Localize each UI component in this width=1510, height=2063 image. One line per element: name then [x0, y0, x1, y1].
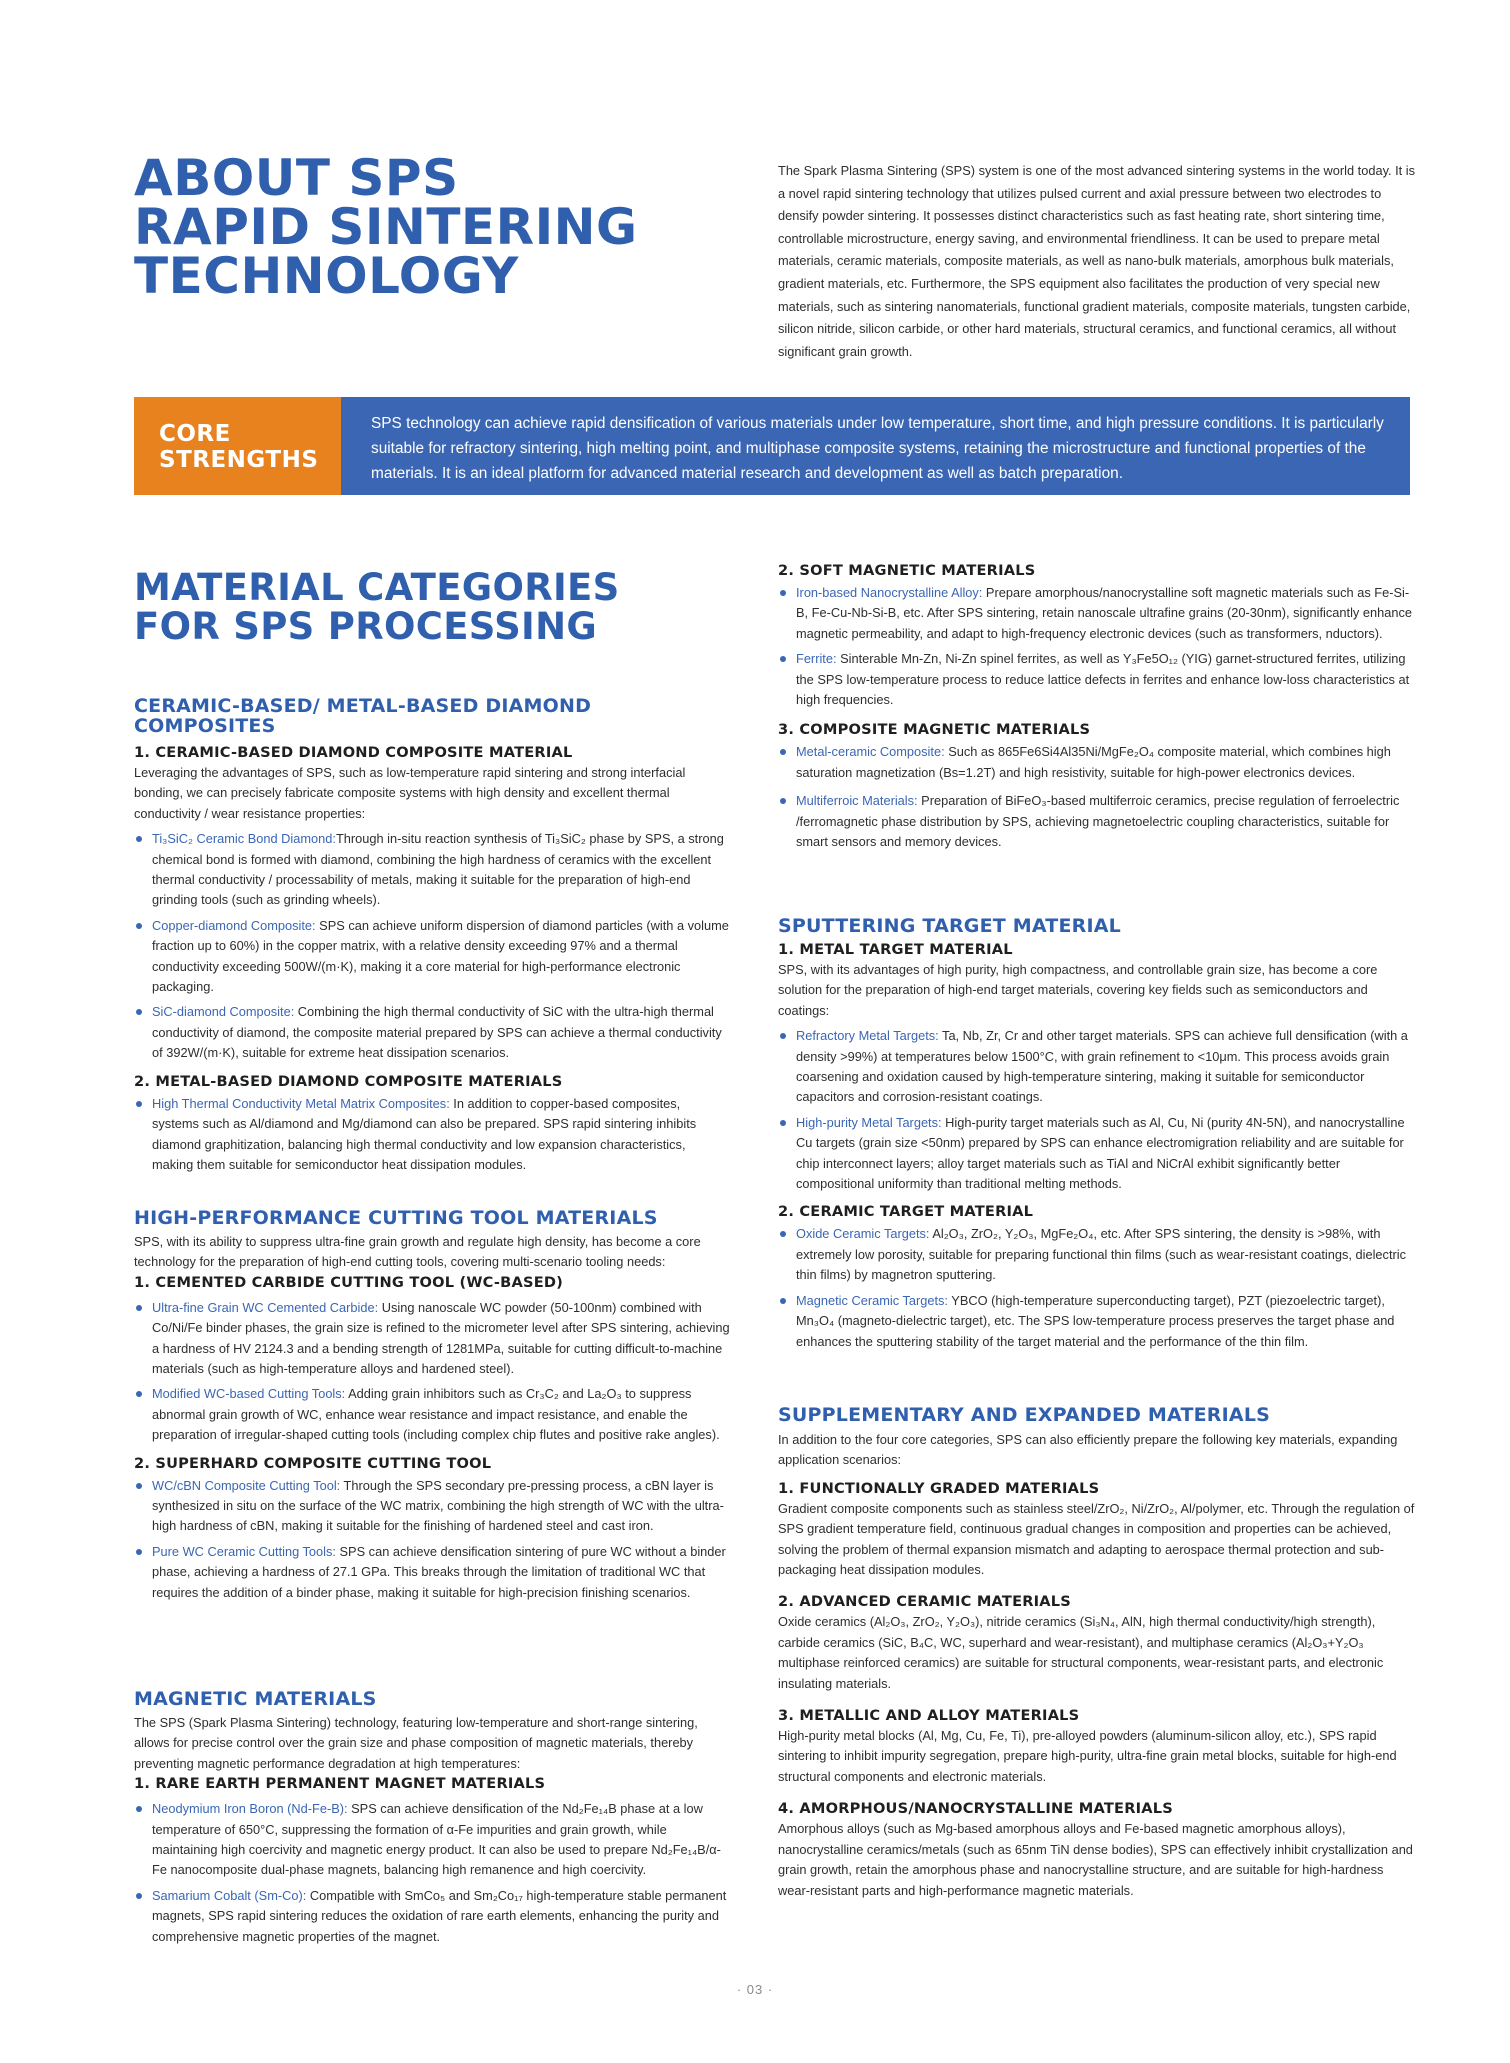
magnetic-section-title: MAGNETIC MATERIALS — [134, 1688, 377, 1710]
list-item — [778, 583, 1416, 644]
list-item — [778, 1291, 1416, 1352]
item-key: Samarium Cobalt (Sm-Co): — [152, 1887, 307, 1903]
item-key: Neodymium Iron Boron (Nd-Fe-B): — [152, 1801, 348, 1817]
list-item — [778, 742, 1416, 783]
item-text: Such as 865Fe6Si4Al35Ni/MgFe₂O₄ composite material, which combines high saturation magnetization (Bs=1.2T) and high resistivity, suitable for high-power electronics devices. — [796, 744, 1391, 780]
section-intro: The SPS (Spark Plasma Sintering) technology, featuring low-temperature and short-range sintering, allows for precise control over the grain size and phase composition of magnetic materials, thereby preventing magnetic performance degradation at high temperatures: — [134, 1715, 698, 1771]
cutting-section-title: HIGH-PERFORMANCE CUTTING TOOL MATERIALS — [134, 1207, 658, 1229]
item-key: Iron-based Nanocrystalline Alloy: — [796, 585, 983, 600]
subsection-text: Amorphous alloys (such as Mg-based amorphous alloys and Fe-based magnetic amorphous alloys), nanocrystalline ceramics/metals (such as 65nm TiN dense bodies), SPS can effectively inhibit crystallization and grain growth, retain the amorphous phase and nanocrystalline structure, and are suitable for high-hardness wear-resistant parts and high-performance magnetic materials. — [778, 1821, 1413, 1898]
core-strengths-banner — [134, 397, 1410, 495]
material-categories-title — [134, 568, 620, 646]
subsection-title: 2. CERAMIC TARGET MATERIAL — [778, 1203, 1034, 1221]
item-text: Ta, Nb, Zr, Cr and other target materials. SPS can achieve full densification (with a density >99%) at temperatures below 1500°C, with grain refinement to <10μm. This process avoids grain coarsening and oxidation caused by high-temperature sintering, making it suitable for semiconductor capacitors and corrosion-resistant coatings. — [796, 1028, 1408, 1105]
item-key: Oxide Ceramic Targets: — [796, 1226, 930, 1242]
item-text: In addition to copper-based composites, systems such as Al/diamond and Mg/diamond can also be prepared. SPS rapid sintering inhibits diamond graphitization, balancing high thermal conductivity and low expansion characteristics, making them suitable for semiconductor heat dissipation modules. — [152, 1095, 697, 1172]
item-key: Pure WC Ceramic Cutting Tools: — [152, 1543, 336, 1559]
item-key: Ferrite: — [796, 651, 837, 667]
list-item — [778, 791, 1416, 852]
item-key: Multiferroic Materials: — [796, 793, 918, 809]
ceramic-section-title: CERAMIC-BASED/ METAL-BASED DIAMOND COMPOSITES — [134, 695, 592, 737]
list-item — [134, 916, 730, 998]
cutting-section — [134, 1232, 730, 1603]
list-item — [134, 1476, 730, 1537]
item-text: SPS can achieve densification sintering of pure WC without a binder phase, achieving a hardness of 27.1 GPa. This breaks through the limitation of traditional WC that requires the addition of a binder phase, making it suitable for high-precision finishing scenarios. — [152, 1543, 726, 1600]
item-text: High-purity target materials such as Al, Cu, Ni (purity 4N-5N), and nanocrystalline Cu targets (grain size <50nm) prepared by SPS can enhance electromigration reliability and are suitable for chip interconnect layers; alloy target materials such as TiAl and NiCrAl exhibit significantly better compositional uniformity than traditional melting methods. — [796, 1114, 1405, 1192]
subsection-title: 2. SUPERHARD COMPOSITE CUTTING TOOL — [134, 1454, 492, 1472]
subsection-title: 3. COMPOSITE MAGNETIC MATERIALS — [778, 721, 1091, 739]
list-item — [778, 649, 1416, 710]
item-key: Refractory Metal Targets: — [796, 1028, 939, 1044]
page-number: · 03 · — [736, 1982, 774, 1997]
list-item — [134, 1002, 730, 1063]
subsection-text: High-purity metal blocks (Al, Mg, Cu, Fe, Ti), pre-alloyed powders (aluminum-silicon alloy, etc.), SPS rapid sintering to inhibit impurity segregation, prepare high-purity, ultra-fine grain metal blocks, suitable for high-end structural components and electronic materials. — [778, 1728, 1397, 1784]
subsection-title: 1. CEMENTED CARBIDE CUTTING TOOL (WC-BASED) — [134, 1273, 564, 1291]
list-item — [134, 1886, 730, 1947]
item-key: Ultra-fine Grain WC Cemented Carbide: — [152, 1299, 379, 1315]
subsection-title: 4. AMORPHOUS/NANOCRYSTALLINE MATERIALS — [778, 1800, 1173, 1818]
core-label-line: STRENGTHS — [159, 447, 319, 473]
core-strengths-text: SPS technology can achieve rapid densification of various materials under low temperature, short time, and high pressure conditions. It is particularly suitable for refractory sintering, high melting point, and multiphase composite systems, retaining the microstructure and functional properties of the materials. It is an ideal platform for advanced material research and development as well as batch preparation. — [341, 397, 1410, 495]
subsection-title: 2. METAL-BASED DIAMOND COMPOSITE MATERIALS — [134, 1072, 563, 1090]
title-line: RAPID SINTERING — [134, 198, 638, 256]
subsection-title: 2. SOFT MAGNETIC MATERIALS — [778, 562, 1036, 579]
intro-paragraph: The Spark Plasma Sintering (SPS) system is one of the most advanced sintering systems in the world today. It is a novel rapid sintering technology that utilizes pulsed current and axial pressure between two electrodes to densify powder sintering. It possesses distinct characteristics such as fast heating rate, short sintering time, controllable microstructure, energy saving, and environmental friendliness. It can be used to prepare metal materials, ceramic materials, composite materials, as well as nano-bulk materials, amorphous bulk materials, gradient materials, etc. Furthermore, the SPS equipment also facilitates the production of very special new materials, such as sintering nanomaterials, functional gradient materials, composite materials, tungsten carbide, silicon nitride, silicon carbide, or other hard materials, structural ceramics, and functional ceramics, all without significant grain growth. — [778, 163, 1416, 359]
item-text: Adding grain inhibitors such as Cr₃C₂ and La₂O₃ to suppress abnormal grain growth of WC, enhance wear resistance and impact resistance, and enable the preparation of irregular-shaped cutting tools (including complex chip flutes and positive rake angles). — [152, 1386, 720, 1443]
list-item — [134, 829, 730, 911]
title-line: ABOUT SPS — [134, 149, 459, 207]
item-text: YBCO (high-temperature superconducting target), PZT (piezoelectric target), Mn₃O₄ (magneto-dielectric target), etc. The SPS low-temperature process preserves the target phase and enhances the sputtering stability of the target material and the performance of the thin film. — [796, 1292, 1395, 1349]
item-text: Prepare amorphous/nanocrystalline soft magnetic materials such as Fe-Si-B, Fe-Cu-Nb-Si-B, etc. After SPS sintering, retain nanoscale ultrafine grains (20-30nm), significantly enhance magnetic permeability, and adapt to high-frequency electronic devices (such as transformers, nductors). — [796, 585, 1412, 641]
soft-magnetic-section — [778, 561, 1416, 852]
item-text: Al₂O₃, ZrO₂, Y₂O₃, MgFe₂O₄, etc. After SPS sintering, the density is >98%, with extremely low porosity, suitable for preparing functional thin films (such as wear-resistant coatings, dielectric thin films) by magnetron sputtering. — [796, 1226, 1407, 1283]
item-text: SPS can achieve uniform dispersion of diamond particles (with a volume fraction up to 60%) in the copper matrix, with a relative density exceeding 97% and a thermal conductivity exceeding 500W/(m·K), making it a core material for high-performance electronic packaging. — [152, 917, 729, 995]
subsection-text: Oxide ceramics (Al₂O₃, ZrO₂, Y₂O₃), nitride ceramics (Si₃N₄, AlN, high thermal conductivity/high strength), carbide ceramics (SiC, B₄C, WC, superhard and wear-resistant), and multiphase ceramics (Al₂O₃+Y₂O₃ multiphase reinforced ceramics) are suitable for structural components, wear-resistant parts, and electronic insulating materials. — [778, 1614, 1384, 1691]
item-key: SiC-diamond Composite: — [152, 1004, 295, 1020]
item-key: Copper-diamond Composite: — [152, 917, 316, 933]
item-key: Ti₃SiC₂ Ceramic Bond Diamond: — [152, 831, 336, 847]
supplementary-section-title: SUPPLEMENTARY AND EXPANDED MATERIALS — [778, 1404, 1271, 1426]
subsection-title: 1. CERAMIC-BASED DIAMOND COMPOSITE MATERIAL — [134, 744, 573, 761]
list-item — [778, 1224, 1416, 1285]
item-text: Through the SPS secondary pre-pressing process, a cBN layer is synthesized in situ on the surface of the WC matrix, combining the high strength of WC with the ultra-high hardness of cBN, making it suitable for the finishing of hardened steel and cast iron. — [152, 1477, 724, 1534]
subsection-title: 3. METALLIC AND ALLOY MATERIALS — [778, 1707, 1080, 1725]
item-text: Using nanoscale WC powder (50-100nm) combined with Co/Ni/Fe binder phases, the grain size is refined to the micrometer level after SPS sintering, achieving a hardness of HV 2124.3 and a bending strength of 1281MPa, suitable for cutting difficult-to-machine materials (such as high-temperature alloys and hardened steel). — [152, 1299, 730, 1377]
subsection-intro: SPS, with its advantages of high purity, high compactness, and controllable grain size, has become a core solution for the preparation of high-end target materials, covering key fields such as semiconductors and coatings: — [778, 962, 1378, 1018]
item-key: High Thermal Conductivity Metal Matrix Composites: — [152, 1095, 450, 1111]
list-item — [778, 1026, 1416, 1108]
title-line: MATERIAL CATEGORIES — [134, 566, 620, 609]
item-key: WC/cBN Composite Cutting Tool: — [152, 1477, 341, 1493]
item-key: Metal-ceramic Composite: — [796, 744, 945, 760]
list-item — [134, 1298, 730, 1380]
item-text: Preparation of BiFeO₃-based multiferroic ceramics, precise regulation of ferroelectric /ferromagnetic phase distribution by SPS, achieving magnetoelectric coupling characteristics, suitable for smart sensors and memory devices. — [796, 793, 1400, 850]
list-item — [134, 1384, 730, 1445]
item-key: Magnetic Ceramic Targets: — [796, 1292, 948, 1308]
section-intro: In addition to the four core categories, SPS can also efficiently prepare the following key materials, expanding application scenarios: — [778, 1432, 1398, 1468]
subsection-intro: Leveraging the advantages of SPS, such as low-temperature rapid sintering and strong interfacial bonding, we can precisely fabricate composite systems with high density and excellent thermal conductivity / wear resistance properties: — [134, 765, 686, 821]
core-strengths-label — [134, 397, 341, 495]
page-title — [134, 149, 694, 305]
subsection-text: Gradient composite components such as stainless steel/ZrO₂, Ni/ZrO₂, Al/polymer, etc. Through the regulation of SPS gradient temperature field, continuous gradual changes in composition and properties can be achieved, solving the problem of thermal expansion mismatch and adapting to aerospace thermal protection and sub-packaging heat dissipation modules. — [778, 1500, 1415, 1578]
supplementary-section — [778, 1430, 1416, 1901]
subsection-title: 1. RARE EARTH PERMANENT MAGNET MATERIALS — [134, 1775, 546, 1793]
magnetic-section — [134, 1713, 730, 1947]
core-label-line: CORE — [159, 421, 231, 447]
subsection-title: 1. METAL TARGET MATERIAL — [778, 941, 1013, 958]
item-text: Through in-situ reaction synthesis of Ti₃SiC₂ phase by SPS, a strong chemical bond is formed with diamond, combining the high hardness of ceramics with the excellent thermal conductivity / processability of metals, making it suitable for the preparation of high-end grinding tools (such as grinding wheels). — [152, 831, 724, 908]
item-key: High-purity Metal Targets: — [796, 1114, 942, 1130]
item-text: SPS can achieve densification of the Nd₂Fe₁₄B phase at a low temperature of 650°C, suppressing the formation of α-Fe impurities and grain growth, while maintaining high coercivity and magnetic energy product. It can also be used to prepare Nd₂Fe₁₄B/α-Fe nanocomposite dual-phase magnets, balancing high remanence and high coercivity. — [152, 1801, 721, 1878]
subsection-title: 1. FUNCTIONALLY GRADED MATERIALS — [778, 1479, 1100, 1497]
item-text: Sinterable Mn-Zn, Ni-Zn spinel ferrites, as well as Y₃Fe5O₁₂ (YIG) garnet-structured ferrites, utilizing the SPS low-temperature process to reduce lattice defects in ferrites and enhance low-loss characteristics at high frequencies. — [796, 651, 1410, 708]
title-line: FOR SPS PROCESSING — [134, 605, 598, 648]
item-key: Modified WC-based Cutting Tools: — [152, 1386, 346, 1402]
list-item — [134, 1799, 730, 1881]
item-text: Combining the high thermal conductivity of SiC with the ultra-high thermal conductivity of diamond, the composite material prepared by SPS can achieve a thermal conductivity of 392W/(m·K), suitable for extreme heat dissipation scenarios. — [152, 1004, 722, 1061]
subsection-title: 2. ADVANCED CERAMIC MATERIALS — [778, 1593, 1072, 1611]
ceramic-section — [134, 743, 730, 1175]
title-line: TECHNOLOGY — [134, 247, 519, 305]
sputtering-section — [778, 940, 1416, 1352]
list-item — [778, 1113, 1416, 1195]
list-item — [134, 1542, 730, 1603]
list-item — [134, 1094, 730, 1176]
sputtering-section-title: SPUTTERING TARGET MATERIAL — [778, 915, 1121, 937]
section-intro: SPS, with its ability to suppress ultra-fine grain growth and regulate high density, has become a core technology for the preparation of high-end cutting tools, covering multi-scenario tooling needs: — [134, 1234, 701, 1270]
item-text: Compatible with SmCo₅ and Sm₂Co₁₇ high-temperature stable permanent magnets, SPS rapid sintering reduces the oxidation of rare earth elements, enhancing the purity and comprehensive magnetic properties of the magnet. — [152, 1887, 727, 1944]
